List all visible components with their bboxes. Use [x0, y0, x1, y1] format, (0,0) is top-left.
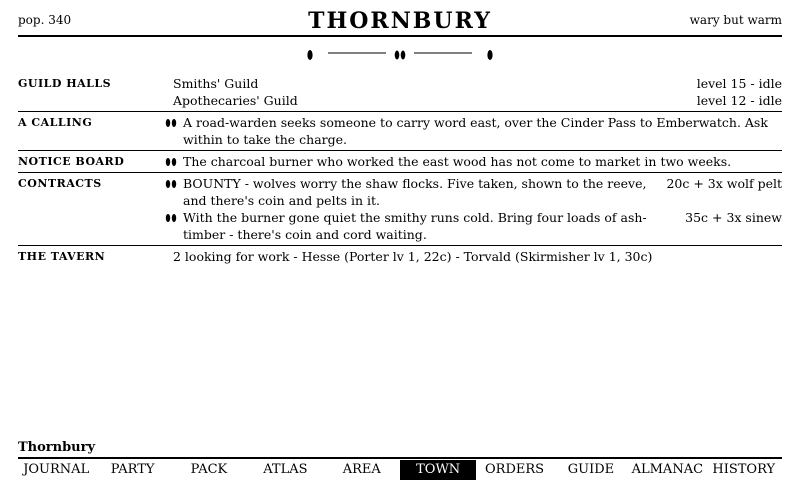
calling-section	[18, 112, 782, 151]
notice-board-section	[18, 151, 782, 173]
tab-pack[interactable]: PACK	[190, 462, 228, 477]
guild-item[interactable]	[173, 92, 782, 109]
town-sections	[18, 75, 782, 267]
tavern-section	[18, 246, 782, 267]
tab-almanac[interactable]: ALMANAC	[631, 462, 704, 477]
contract-item[interactable]	[173, 175, 782, 209]
tavern-hirelings[interactable]: 2 looking for work - Hesse (Porter lv 1, 22c) - Torvald (Skirmisher lv 1, 30c)	[173, 249, 653, 264]
quest-marker-icon	[165, 179, 177, 189]
tavern-label: THE TAVERN	[18, 250, 106, 263]
calling-text: A road-warden seeks someone to carry word east, over the Cinder Pass to Emberwatch. Ask within to take the charge.	[183, 115, 768, 147]
guild-name: Smiths' Guild	[173, 76, 259, 91]
tab-journal[interactable]: JOURNAL	[23, 462, 90, 477]
calling-label: A CALLING	[18, 116, 93, 129]
tab-atlas[interactable]: ATLAS	[263, 462, 308, 477]
contract-item[interactable]	[173, 209, 782, 243]
footer-divider	[18, 457, 782, 459]
nav-tabs	[18, 460, 782, 480]
notice-item[interactable]	[173, 153, 782, 170]
tab-history[interactable]: HISTORY	[712, 462, 776, 477]
tab-town[interactable]: TOWN	[400, 460, 476, 480]
town-screen	[18, 0, 782, 480]
contract-text: BOUNTY - wolves worry the shaw flocks. Five taken, shown to the reeve, and there's coin and pelts in it.	[183, 176, 647, 208]
population-text: pop. 340	[18, 13, 72, 27]
contracts-label: CONTRACTS	[18, 177, 102, 190]
quest-marker-icon	[165, 157, 177, 167]
guild-status: level 15 - idle	[696, 76, 782, 91]
town-title: THORNBURY	[308, 8, 492, 34]
contract-text: With the burner gone quiet the smithy runs cold. Bring four loads of ash-timber - there's coin and cord waiting.	[183, 210, 647, 242]
contract-reward: 20c + 3x wolf pelt	[666, 176, 782, 191]
contract-reward: 35c + 3x sinew	[685, 210, 782, 225]
guild-item[interactable]	[173, 75, 782, 92]
calling-item[interactable]	[173, 114, 782, 148]
notice-text: The charcoal burner who worked the east wood has not come to market in two weeks.	[183, 154, 732, 169]
tab-orders[interactable]: ORDERS	[485, 462, 545, 477]
header-divider	[18, 35, 782, 37]
mood-text: wary but warm	[689, 13, 782, 27]
location-name: Thornbury	[18, 440, 96, 455]
guild-halls-section	[18, 75, 782, 112]
guild-name: Apothecaries' Guild	[173, 93, 298, 108]
tab-area[interactable]: AREA	[342, 462, 381, 477]
quest-marker-icon	[165, 213, 177, 223]
ornament-divider	[18, 45, 782, 65]
tab-guide[interactable]: GUIDE	[567, 462, 615, 477]
tab-party[interactable]: PARTY	[110, 462, 155, 477]
notice-board-label: NOTICE BOARD	[18, 155, 125, 168]
guild-status: level 12 - idle	[696, 93, 782, 108]
guild-halls-label: GUILD HALLS	[18, 77, 112, 90]
contracts-section	[18, 173, 782, 246]
ornament-icon	[18, 45, 782, 65]
quest-marker-icon	[165, 118, 177, 128]
header	[18, 8, 782, 36]
